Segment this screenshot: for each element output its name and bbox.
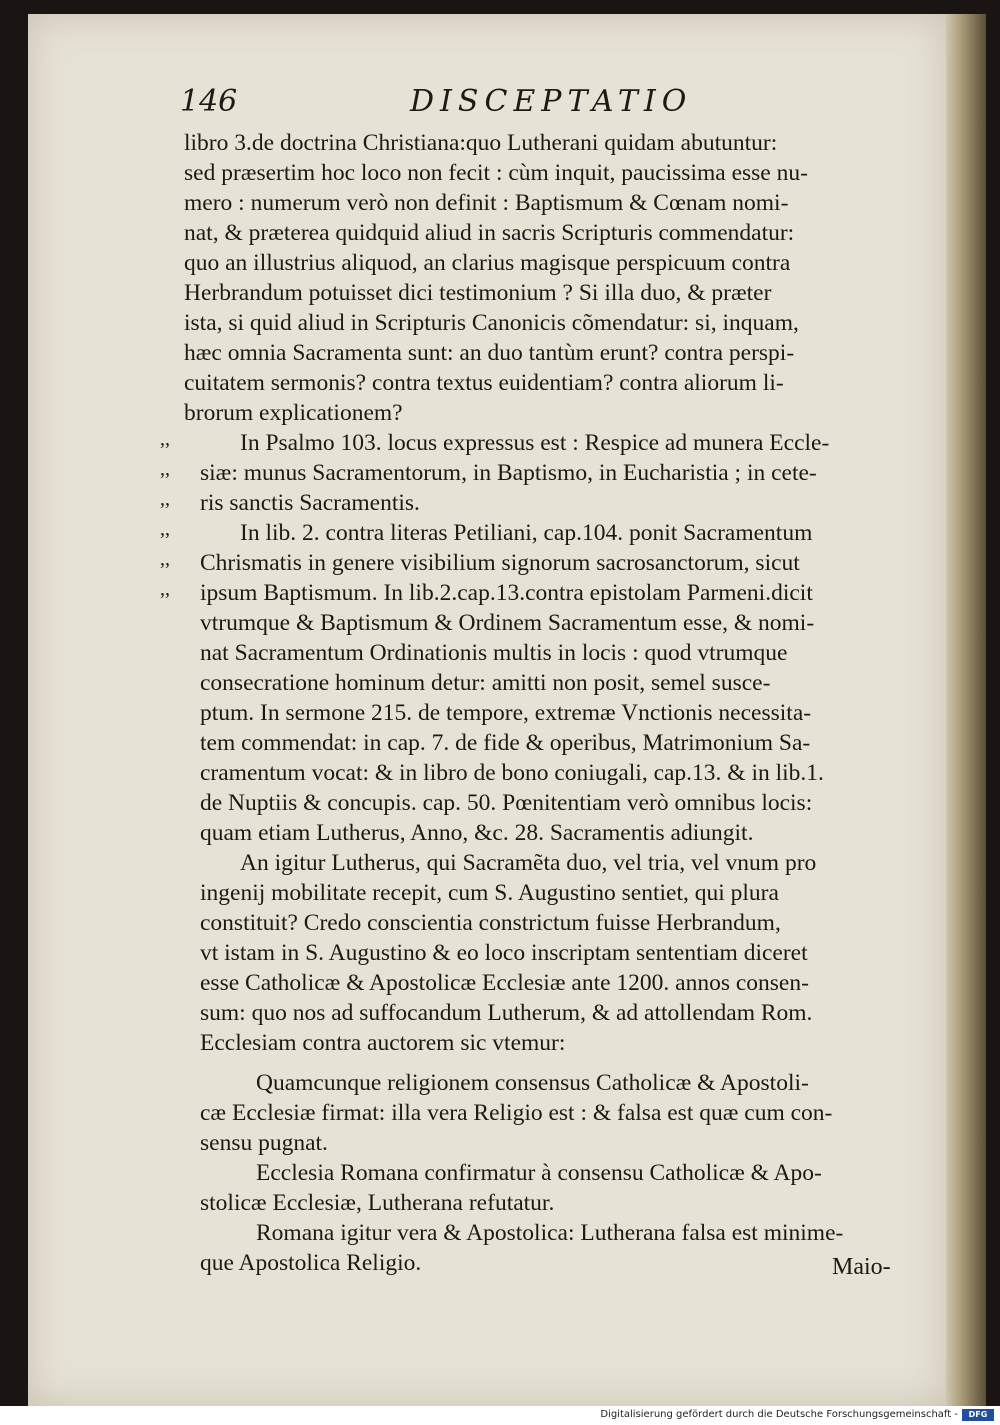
text-line: ris sanctis Sacramentis. [200,490,420,516]
text-line: sed præsertim hoc loco non fecit : cùm inquit, paucissima esse nu- [184,160,808,186]
text-line: stolicæ Ecclesiæ, Lutherana refutatur. [200,1190,555,1216]
text-line: Romana igitur vera & Apostolica: Lutherana falsa est minime- [256,1220,844,1246]
page-edge [946,14,986,1406]
dfg-logo: DFG [962,1409,994,1421]
text-line: ipsum Baptismum. In lib.2.cap.13.contra epistolam Parmeni.dicit [200,580,813,606]
text-line: esse Catholicæ & Apostolicæ Ecclesiæ ante 1200. annos consen- [200,970,809,996]
quote-mark: ,, [160,548,170,570]
text-line: Herbrandum potuisset dici testimonium ? Si illa duo, & præter [184,280,772,306]
footer-credit: Digitalisierung gefördert durch die Deutsche Forschungsgemeinschaft - [600,1409,958,1420]
text-line: An igitur Lutherus, qui Sacramẽta duo, vel tria, vel vnum pro [240,850,817,876]
text-line: mero : numerum verò non definit : Baptismum & Cœnam nomi- [184,190,789,216]
text-line: de Nuptiis & concupis. cap. 50. Pœnitentiam verò omnibus locis: [200,790,813,816]
text-line: sensu pugnat. [200,1130,328,1156]
text-line: sum: quo nos ad suffocandum Lutherum, & ad attollendam Rom. [200,1000,813,1026]
quote-mark: ,, [160,518,170,540]
text-line: vt istam in S. Augustino & eo loco inscriptam sententiam diceret [200,940,808,966]
text-line: Ecclesia Romana confirmatur à consensu Catholicæ & Apo- [256,1160,822,1186]
text-line: cramentum vocat: & in libro de bono coniugali, cap.13. & in lib.1. [200,760,824,786]
text-line: brorum explicationem? [184,400,403,426]
text-line: cuitatem sermonis? contra textus euidentiam? contra aliorum li- [184,370,784,396]
text-line: Quamcunque religionem consensus Catholicæ & Apostoli- [256,1070,809,1096]
text-line: vtrumque & Baptismum & Ordinem Sacramentum esse, & nomi- [200,610,815,636]
text-line: ingenij mobilitate recepit, cum S. Augustino sentiet, qui plura [200,880,779,906]
running-title: DISCEPTATIO [410,84,693,119]
quote-mark: ,, [160,578,170,600]
catchword: Maio- [832,1254,891,1280]
text-line: Ecclesiam contra auctorem sic vtemur: [200,1030,566,1056]
text-line: libro 3.de doctrina Christiana:quo Lutherani quidam abutuntur: [184,130,778,156]
text-line: cæ Ecclesiæ firmat: illa vera Religio est : & falsa est quæ cum con- [200,1100,833,1126]
text-line: tem commendat: in cap. 7. de fide & operibus, Matrimonium Sa- [200,730,811,756]
text-line: quam etiam Lutherus, Anno, &c. 28. Sacramentis adiungit. [200,820,754,846]
text-line: que Apostolica Religio. [200,1250,422,1276]
text-line: ista, si quid aliud in Scripturis Canonicis cõmendatur: si, inquam, [184,310,799,336]
text-line: quo an illustrius aliquod, an clarius magisque perspicuum contra [184,250,791,276]
text-line: siæ: munus Sacramentorum, in Baptismo, in Eucharistia ; in cete- [200,460,817,486]
page-number: 146 [180,84,238,119]
quote-mark: ,, [160,488,170,510]
text-line: ptum. In sermone 215. de tempore, extremæ Vnctionis necessita- [200,700,812,726]
text-line: In lib. 2. contra literas Petiliani, cap.104. ponit Sacramentum [240,520,813,546]
page-header [180,84,900,124]
text-line: Chrismatis in genere visibilium signorum sacrosanctorum, sicut [200,550,800,576]
quote-mark: ,, [160,458,170,480]
text-line: In Psalmo 103. locus expressus est : Respice ad munera Eccle- [240,430,830,456]
quote-mark: ,, [160,428,170,450]
text-line: nat Sacramentum Ordinationis multis in locis : quod vtrumque [200,640,788,666]
text-line: consecratione hominum detur: amitti non posit, semel susce- [200,670,771,696]
text-line: nat, & præterea quidquid aliud in sacris Scripturis commendatur: [184,220,795,246]
text-line: constituit? Credo conscientia constrictum fuisse Herbrandum, [200,910,781,936]
text-line: hæc omnia Sacramenta sunt: an duo tantùm erunt? contra perspi- [184,340,795,366]
